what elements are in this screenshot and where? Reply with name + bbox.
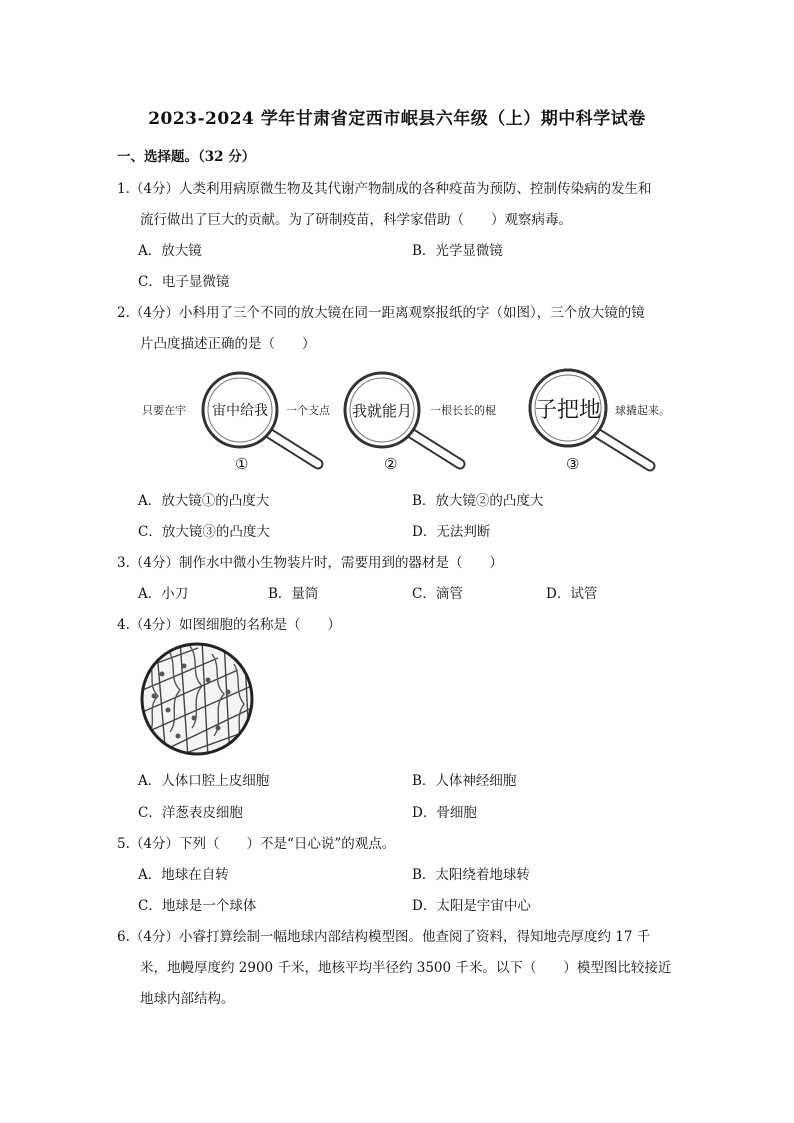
question-2-option-c: C．放大镜③的凸度大 (138, 524, 270, 540)
magnifier-2 (345, 373, 460, 464)
magnifier-label-1: ① (235, 455, 249, 473)
question-5-option-d: D．太阳是宇宙中心 (412, 898, 531, 914)
magnifier-3-text: 子把地 (534, 398, 602, 423)
magnifier-label-3: ③ (566, 455, 580, 473)
question-4-option-c: C．洋葱表皮细胞 (138, 805, 243, 821)
question-3-line-1: 3.（4分）制作水中微小生物装片时，需要用到的器材是（ ） (117, 555, 503, 571)
question-4-line-1: 4.（4分）如图细胞的名称是（ ） (117, 617, 341, 633)
question-5-option-c: C．地球是一个球体 (138, 898, 257, 914)
magnifier-figure (138, 362, 698, 474)
question-2-line-1: 2.（4分）小科用了三个不同的放大镜在同一距离观察报纸的字（如图），三个放大镜的镜 (117, 305, 645, 321)
question-2-option-b: B．放大镜②的凸度大 (412, 493, 544, 509)
newspaper-text-mid-2: 一根长长的棍 (430, 404, 496, 417)
question-4-option-b: B．人体神经细胞 (412, 773, 517, 789)
question-6-line-2: 米，地幔厚度约 2900 千米，地核平均半径约 3500 千米。以下（ ）模型图比较接近 (140, 960, 672, 976)
question-3-option-d: D．试管 (546, 586, 598, 602)
newspaper-text-after: 球撬起来。 (615, 404, 670, 417)
question-5-option-b: B．太阳绕着地球转 (412, 867, 530, 883)
newspaper-text-mid-1: 一个支点 (286, 404, 330, 417)
section-heading: 一、选择题。（32 分） (117, 149, 256, 165)
question-6-line-1: 6.（4分）小睿打算绘制一幅地球内部结构模型图。他查阅了资料，得知地壳厚度约 17 千 (117, 929, 651, 945)
question-3-option-b: B．量筒 (268, 586, 319, 602)
question-1-option-a: A．放大镜 (138, 243, 202, 259)
magnifier-label-2: ② (384, 455, 398, 473)
question-1-line-2: 流行做出了巨大的贡献。为了研制疫苗，科学家借助（ ）观察病毒。 (140, 212, 572, 228)
question-4-option-a: A．人体口腔上皮细胞 (138, 773, 270, 789)
magnifier-1-text: 宙中给我 (212, 403, 268, 419)
page-title: 2023-2024 学年甘肃省定西市岷县六年级（上）期中科学试卷 (148, 109, 646, 129)
question-2-option-a: A．放大镜①的凸度大 (138, 493, 270, 509)
question-3-option-c: C．滴管 (412, 586, 463, 602)
question-5-line-1: 5.（4分）下列（ ）不是“日心说”的观点。 (117, 836, 396, 852)
newspaper-text-before: 只要在宇 (142, 404, 186, 417)
question-1-line-1: 1.（4分）人类利用病原微生物及其代谢产物制成的各种疫苗为预防、控制传染病的发生和 (117, 181, 652, 197)
question-4-option-d: D．骨细胞 (412, 805, 477, 821)
question-6-line-3: 地球内部结构。 (140, 991, 235, 1007)
question-5-option-a: A．地球在自转 (138, 867, 229, 883)
magnifier-3 (530, 370, 650, 466)
magnifier-1 (203, 373, 318, 464)
question-1-option-b: B．光学显微镜 (412, 243, 503, 259)
question-3-option-a: A．小刀 (138, 586, 189, 602)
onion-cell-figure (138, 640, 256, 758)
question-2-option-d: D．无法判断 (412, 524, 491, 540)
magnifier-2-text: 我就能月 (351, 402, 413, 420)
question-2-line-2: 片凸度描述正确的是（ ） (140, 336, 316, 352)
question-1-option-c: C．电子显微镜 (138, 274, 230, 290)
